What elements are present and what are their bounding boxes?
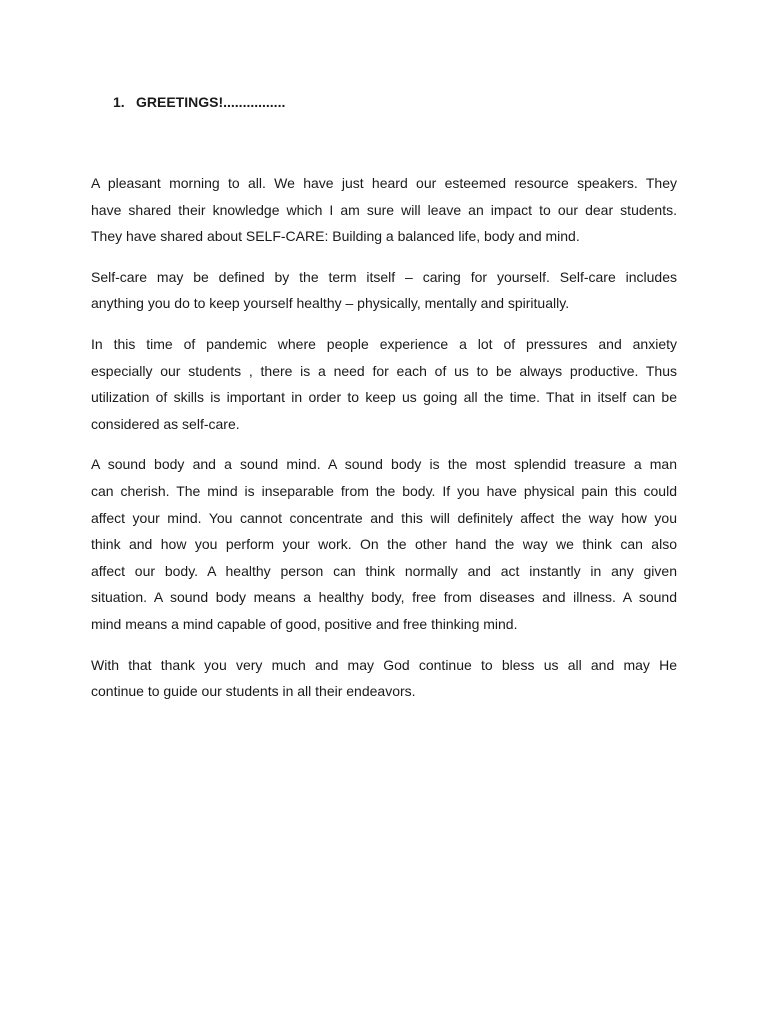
heading-text: GREETINGS!................ bbox=[136, 94, 286, 110]
paragraph-line: continue to guide our students in all their endeavors. bbox=[91, 683, 416, 700]
paragraph-line: affect our body. A healthy person can think normally and act instantly in any given bbox=[91, 562, 677, 579]
paragraph-line: mind means a mind capable of good, positive and free thinking mind. bbox=[91, 615, 518, 632]
paragraph-line: considered as self-care. bbox=[91, 415, 240, 432]
paragraph-self-care-definition bbox=[91, 264, 677, 317]
paragraph-line: utilization of skills is important in order to keep us going all the time. That in itself can be bbox=[91, 389, 677, 406]
paragraph-line: They have shared about SELF-CARE: Building a balanced life, body and mind. bbox=[91, 228, 580, 245]
paragraph-line: especially our students , there is a need for each of us to be always productive. Thus bbox=[91, 362, 677, 379]
paragraph-sound-body-mind bbox=[91, 451, 677, 637]
paragraph-line: Self-care may be defined by the term itself – caring for yourself. Self-care includes bbox=[91, 268, 677, 285]
document-body bbox=[91, 170, 677, 719]
paragraph-line: anything you do to keep yourself healthy – physically, mentally and spiritually. bbox=[91, 295, 570, 312]
paragraph-line: affect your mind. You cannot concentrate and this will definitely affect the way how you bbox=[91, 509, 677, 526]
paragraph-line: situation. A sound body means a healthy body, free from diseases and illness. A sound bbox=[91, 589, 677, 606]
paragraph-line: think and how you perform your work. On the other hand the way we think can also bbox=[91, 536, 677, 553]
paragraph-line: A sound body and a sound mind. A sound body is the most splendid treasure a man bbox=[91, 456, 677, 473]
paragraph-line: In this time of pandemic where people experience a lot of pressures and anxiety bbox=[91, 335, 677, 352]
paragraph-line: have shared their knowledge which I am sure will leave an impact to our dear students. bbox=[91, 201, 677, 218]
paragraph-intro bbox=[91, 170, 677, 250]
paragraph-line: can cherish. The mind is inseparable from the body. If you have physical pain this could bbox=[91, 482, 677, 499]
paragraph-line: With that thank you very much and may God continue to bless us all and may He bbox=[91, 656, 677, 673]
heading-number: 1. bbox=[113, 94, 125, 110]
paragraph-line: A pleasant morning to all. We have just heard our esteemed resource speakers. They bbox=[91, 175, 677, 191]
paragraph-pandemic bbox=[91, 331, 677, 437]
section-heading bbox=[113, 94, 285, 110]
paragraph-closing bbox=[91, 652, 677, 705]
